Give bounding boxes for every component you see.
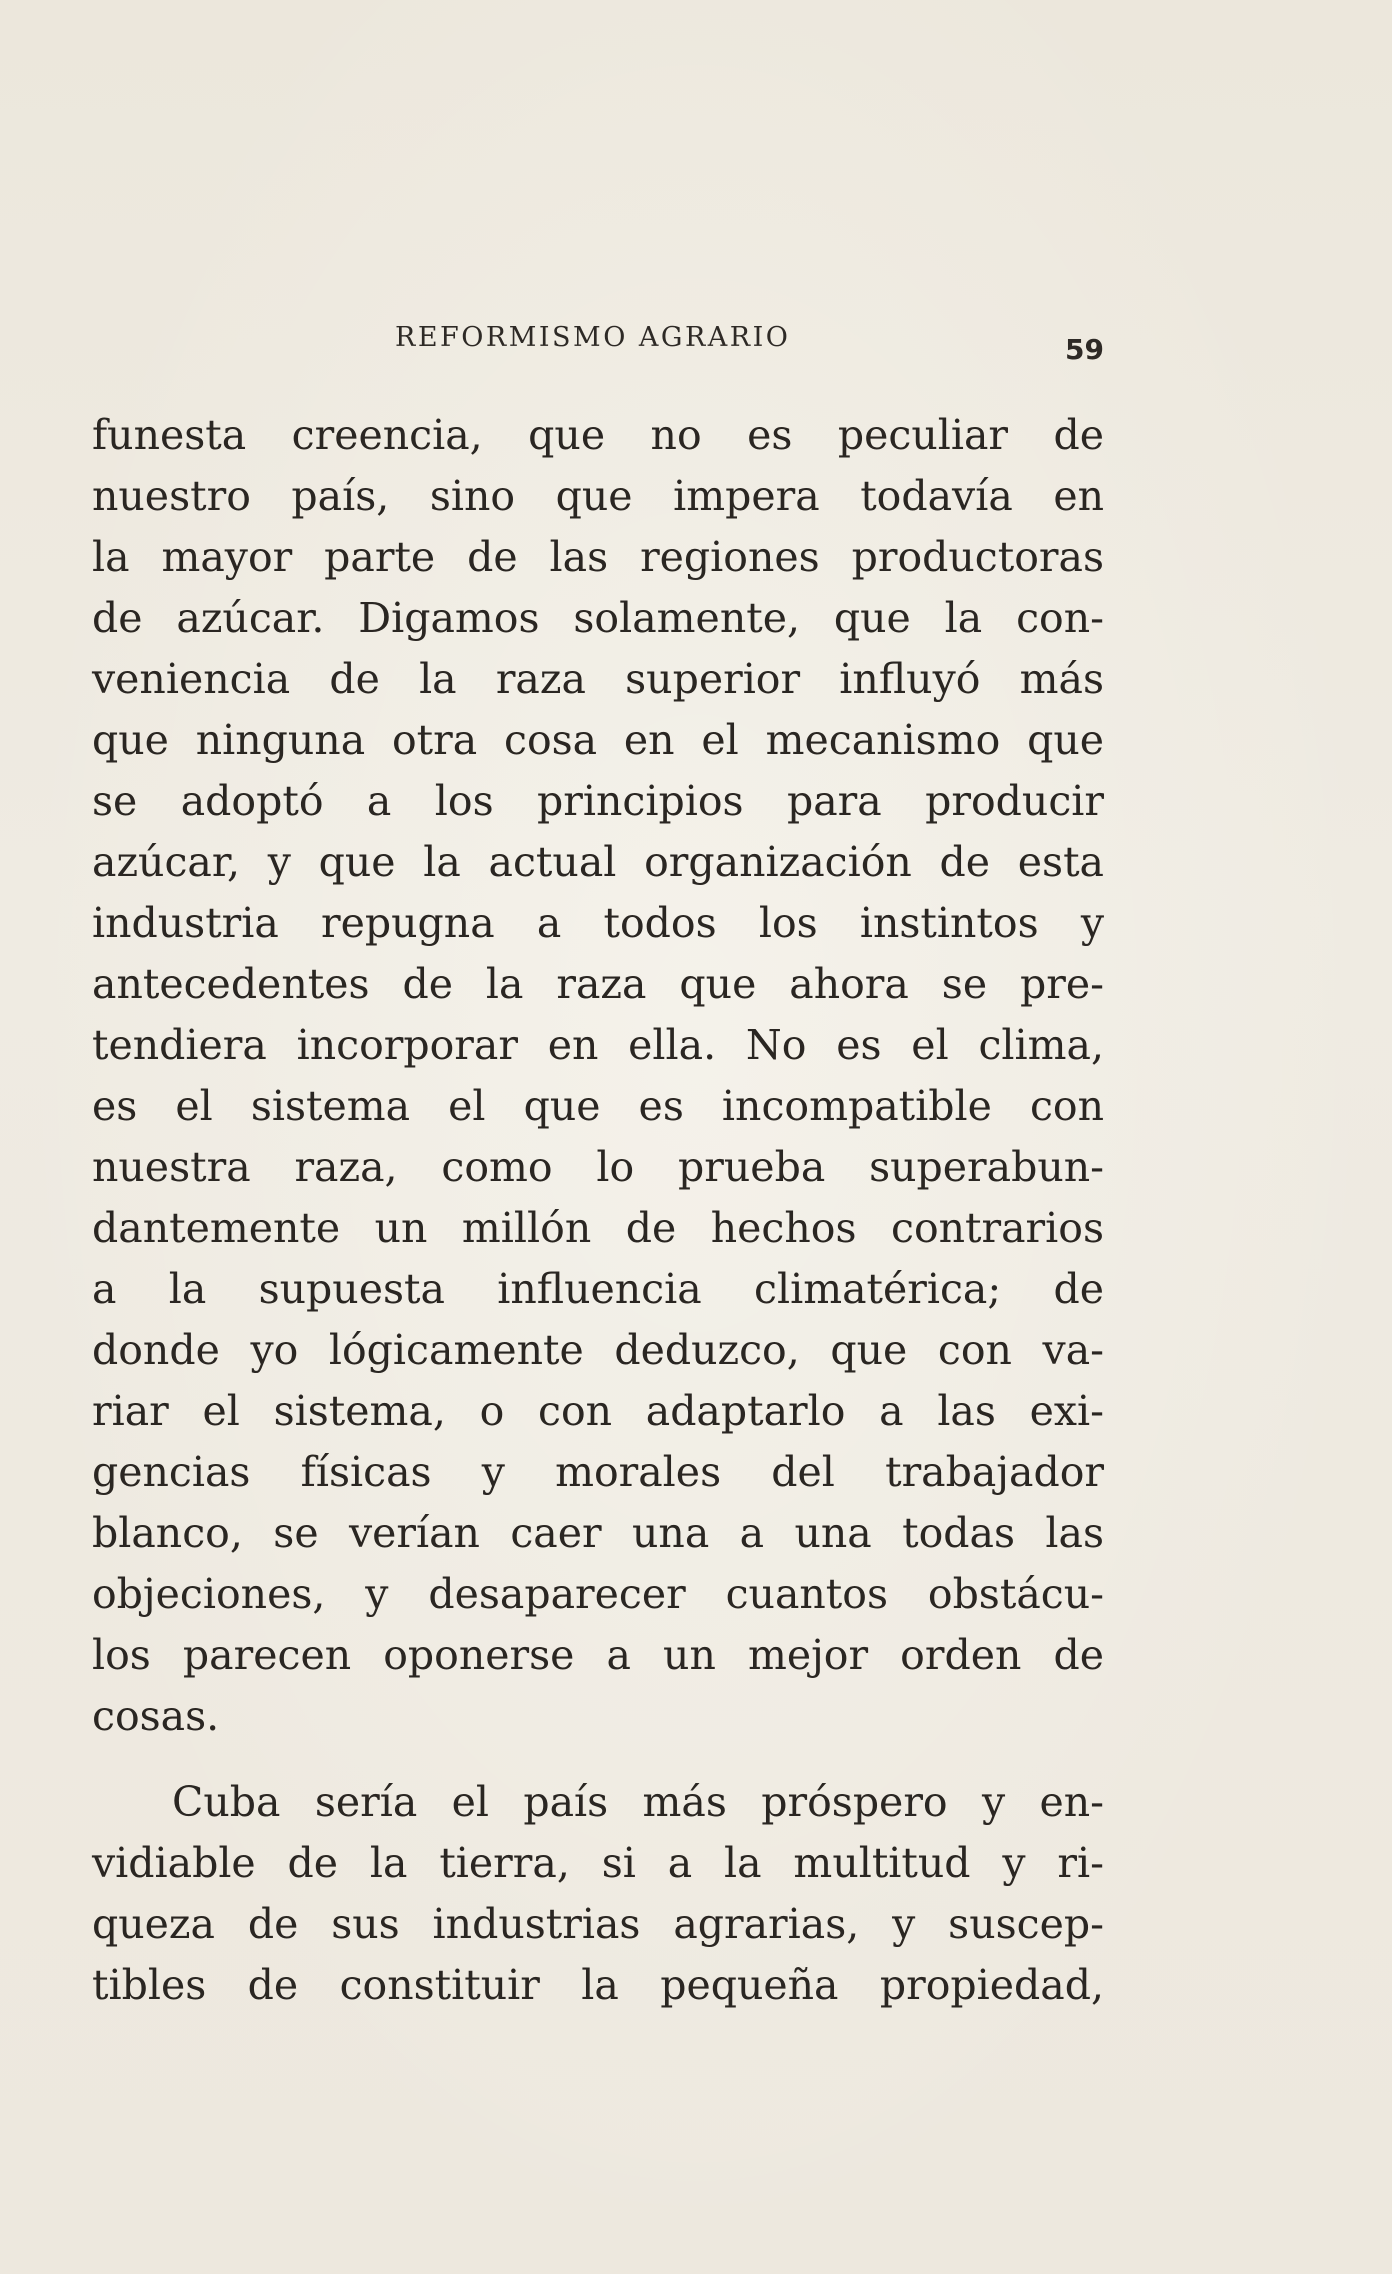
text-line: antecedentes de la raza que ahora se pre- [92,960,1104,1008]
text-line: riar el sistema, o con adaptarlo a las exi- [92,1387,1104,1435]
text-line: de azúcar. Digamos solamente, que la con- [92,594,1104,642]
text-line: la mayor parte de las regiones productoras [92,533,1104,581]
page-number: 59 [1065,333,1104,366]
text-line: funesta creencia, que no es peculiar de [92,411,1104,459]
text-line: los parecen oponerse a un mejor orden de [92,1631,1104,1679]
body-text [92,405,1104,2016]
text-line: es el sistema el que es incompatible con [92,1082,1104,1130]
text-line: cosas. [92,1692,220,1740]
text-line: que ninguna otra cosa en el mecanismo que [92,716,1104,764]
text-line: dantemente un millón de hechos contrarios [92,1204,1104,1252]
text-line: tendiera incorporar en ella. No es el clima, [92,1021,1104,1069]
text-line: veniencia de la raza superior influyó más [92,655,1104,703]
text-line: tibles de constituir la pequeña propiedad, [92,1961,1104,2009]
text-line: Cuba sería el país más próspero y en- [172,1778,1104,1826]
text-line: gencias físicas y morales del trabajador [92,1448,1104,1496]
text-line: nuestra raza, como lo prueba superabun- [92,1143,1104,1191]
text-line: se adoptó a los principios para producir [92,777,1104,825]
text-line: a la supuesta influencia climatérica; de [92,1265,1104,1313]
text-line: vidiable de la tierra, si a la multitud y ri- [92,1839,1104,1887]
paragraph-1 [92,405,1104,1747]
text-line: objeciones, y desaparecer cuantos obstácu- [92,1570,1104,1618]
running-head: REFORMISMO AGRARIO [395,322,791,353]
text-line: blanco, se verían caer una a una todas las [92,1509,1104,1557]
text-line: azúcar, y que la actual organización de esta [92,838,1104,886]
text-line: queza de sus industrias agrarias, y suscep- [92,1900,1104,1948]
paragraph-2 [92,1772,1104,2016]
text-line: donde yo lógicamente deduzco, que con va- [92,1326,1104,1374]
paragraph-spacer [92,1747,1104,1772]
text-line: industria repugna a todos los instintos y [92,899,1104,947]
text-line: nuestro país, sino que impera todavía en [92,472,1104,520]
